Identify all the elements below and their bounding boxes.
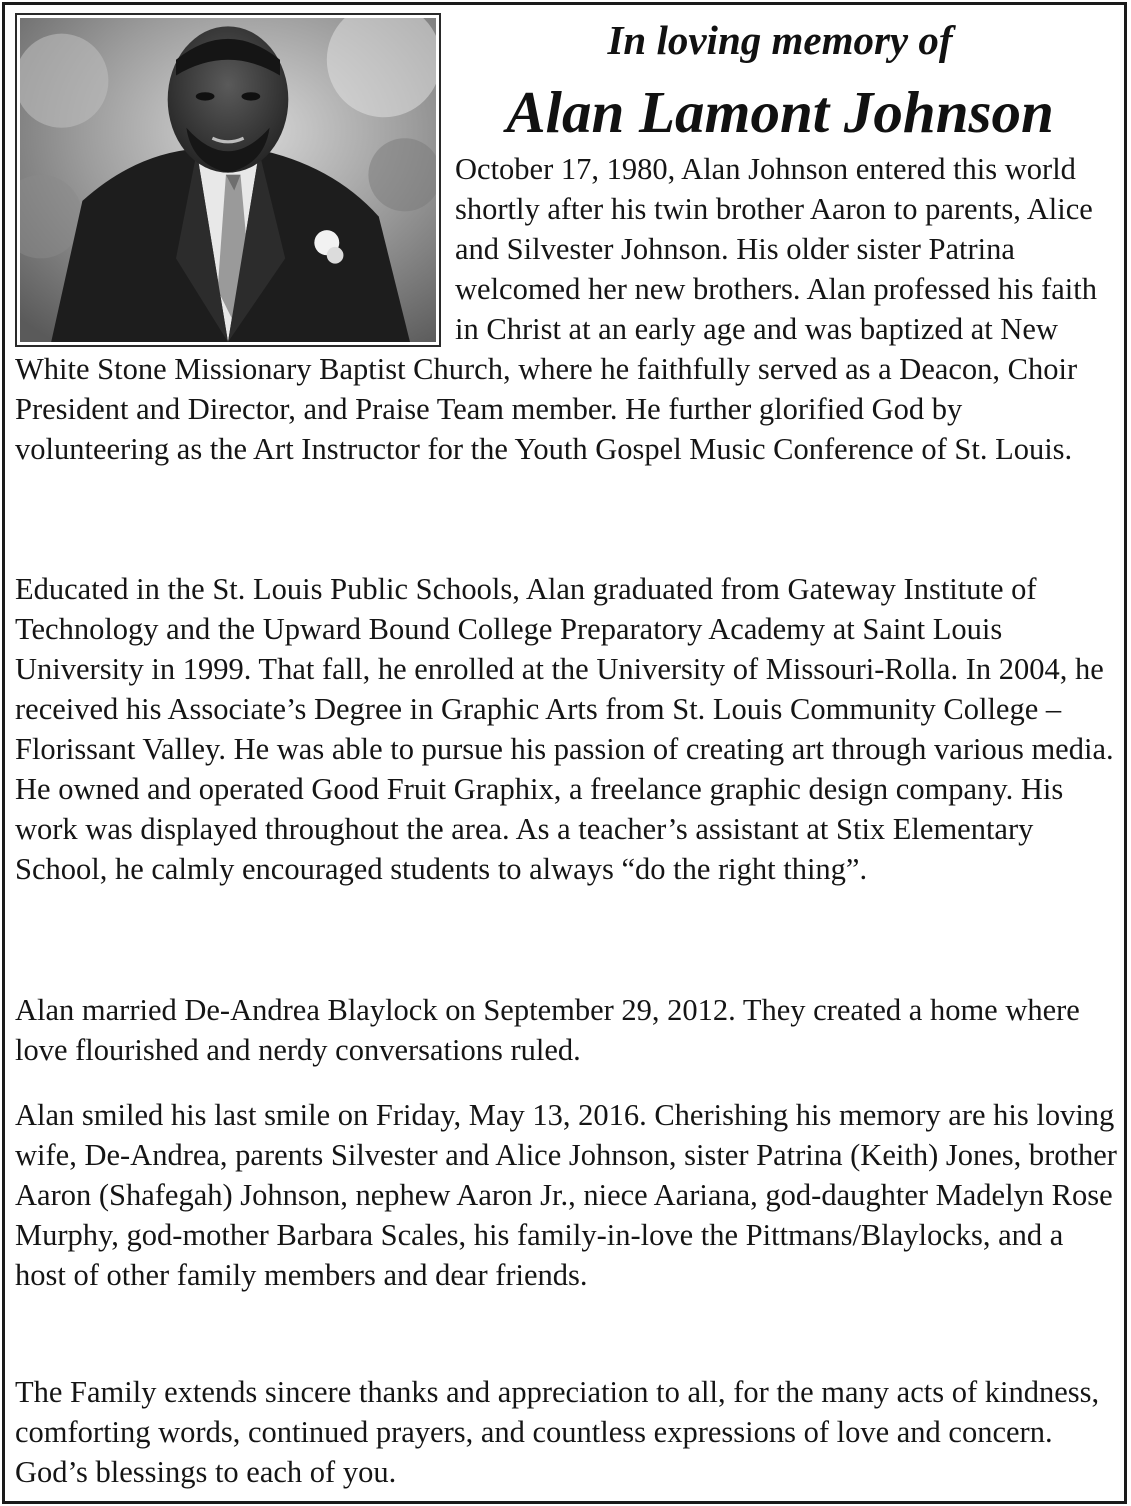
paragraph-text: October 17, 1980, Alan Johnson entered this world shortly after his twin brother Aaron to parents, Alice and Silvester Johnson. His older sister Patrina welcomed her new brothers. Alan professed his faith in Christ at an early age and was baptized at New White Stone Missionary Baptist Church, where he faithfully served as a Deacon, Choir President and Director, and Praise Team member. He further glorified God by volunteering as the Art Instructor for the Youth Gospel Music Conference of St. Louis.: [15, 152, 1098, 466]
biography-paragraph-1: [15, 149, 1120, 469]
memorial-heading: In loving memory of: [607, 17, 953, 63]
obituary-frame: [2, 2, 1127, 1504]
family-thanks-paragraph: The Family extends sincere thanks and appreciation to all, for the many acts of kindness, comforting words, continued prayers, and countless expressions of love and concern. God’s blessings to each of you.: [15, 1375, 1100, 1489]
biography-paragraph-3: Alan married De-Andrea Blaylock on September 29, 2012. They created a home where love flourished and nerdy conversations ruled.: [15, 993, 1080, 1067]
deceased-name: Alan Lamont Johnson: [506, 79, 1054, 145]
photo-spacer: [15, 149, 455, 349]
biography-paragraph-4: Alan smiled his last smile on Friday, May 13, 2016. Cherishing his memory are his loving wife, De-Andrea, parents Silvester and Alice Johnson, sister Patrina (Keith) Jones, brother Aaron (Shafegah) Johnson, nephew Aaron Jr., niece Aariana, god-daughter Madelyn Rose Murphy, god-mother Barbara Scales, his family-in-love the Pittmans/Blaylocks, and a host of other family members and dear friends.: [15, 1098, 1117, 1292]
biography-paragraph-2: Educated in the St. Louis Public Schools, Alan graduated from Gateway Institute of Technology and the Upward Bound College Preparatory Academy at Saint Louis University in 1999. That fall, he enrolled at the University of Missouri-Rolla. In 2004, he received his Associate’s Degree in Graphic Arts from St. Louis Community College – Florissant Valley. He was able to pursue his passion of creating art through various media. He owned and operated Good Fruit Graphix, a freelance graphic design company. His work was displayed throughout the area. As a teacher’s assistant at Stix Elementary School, he calmly encouraged students to always “do the right thing”.: [15, 572, 1114, 886]
